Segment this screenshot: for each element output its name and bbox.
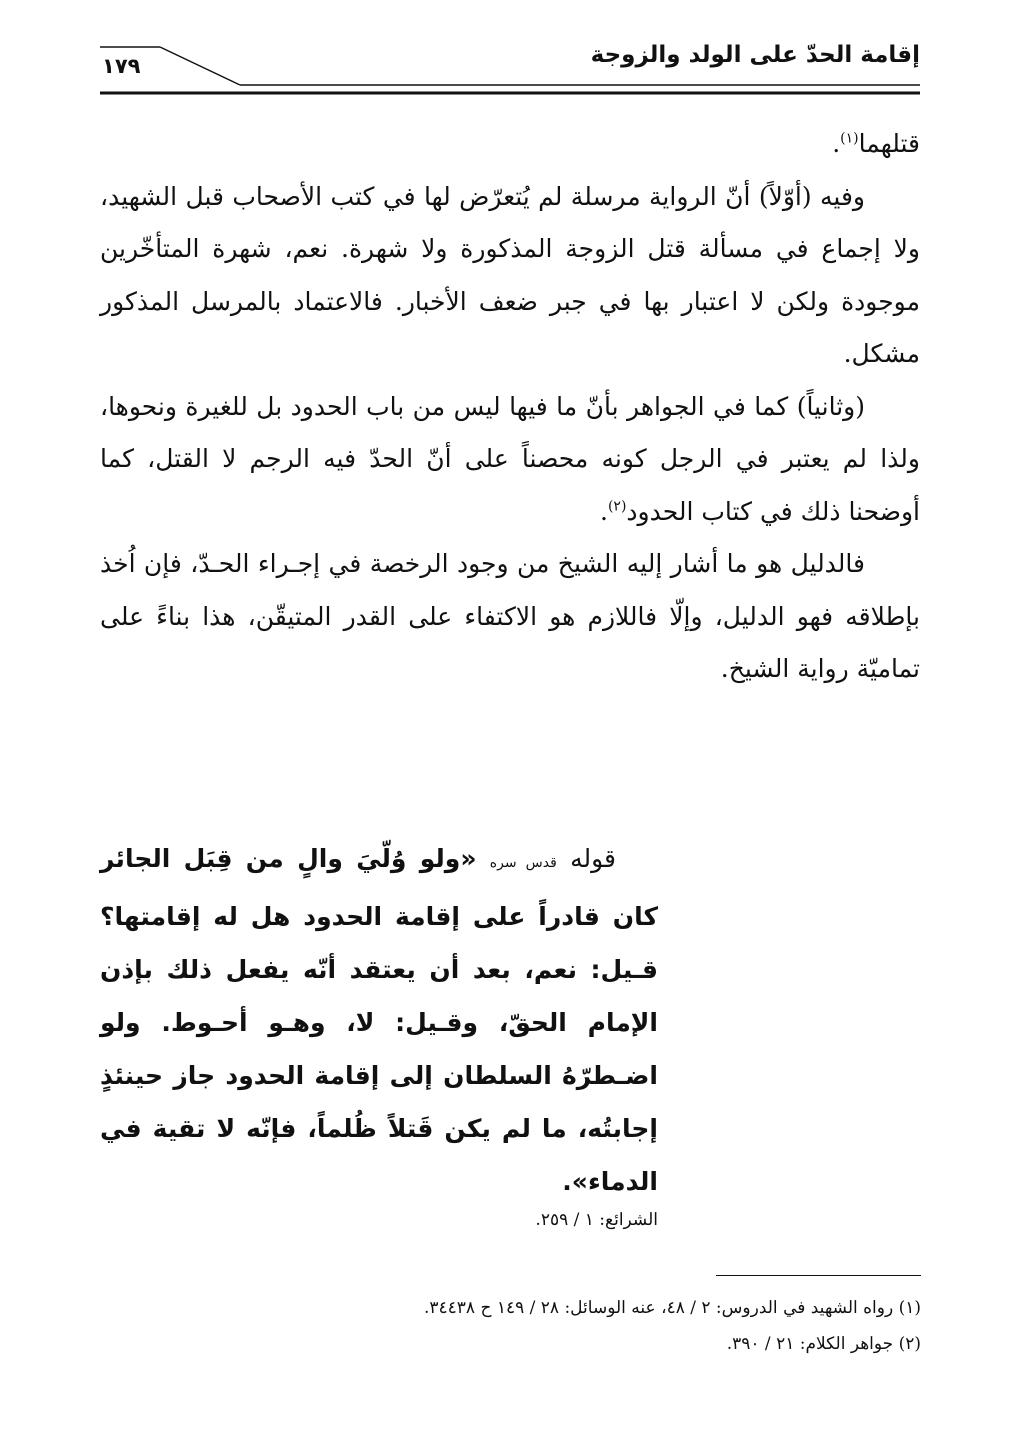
quoted-paragraph xyxy=(100,832,658,1208)
footnote-marker-2: (٢) xyxy=(607,498,627,515)
quote-intro: قوله xyxy=(570,844,616,873)
page-number: ١٧٩ xyxy=(102,54,141,78)
honorific-symbol: قدس سره xyxy=(489,855,557,871)
quoted-passage xyxy=(100,832,658,1208)
footnote-marker-1: (١) xyxy=(840,130,859,147)
running-title: إقامة الحدّ على الولد والزوجة xyxy=(590,42,920,68)
paragraph-1-text: قتلهما xyxy=(858,129,920,158)
paragraph-3-end: . xyxy=(600,496,608,526)
paragraph-1-end: . xyxy=(832,129,841,158)
paragraph-2: وفيه (أوّلاً) أنّ الرواية مرسلة لم يُتعرّض لها في كتب الأصحاب قبل الشهيد، ولا إجماع في مسألة قتل الزوجة المذكورة ولا شهرة. نعم، شهرة المتأخّرين موجودة ولكن لا اعتبار بها في جبر ضعف الأخبار. فالاعتماد بالمرسل المذكور مشكل. xyxy=(100,181,920,368)
page-header xyxy=(100,30,920,110)
quote-source: الشرائع: ١ / ٢٥٩. xyxy=(535,1210,658,1230)
paragraph-3-text: (وثانياً) كما في الجواهر بأنّ ما فيها ليس من باب الحدود بل للغيرة ونحوها، ولذا لم يعتبر في الرجل كونه محصناً على أنّ الحدّ فيه الرجم لا القتل، كما أوضحنا ذلك في كتاب الحدود xyxy=(100,391,920,526)
footnote-1: (١) رواه الشهيد في الدروس: ٢ / ٤٨، عنه الوسائل: ٢٨ / ١٤٩ ح ٣٤٤٣٨. xyxy=(423,1298,921,1318)
quote-text: «ولو وُلّيَ والٍ من قِبَل الجائر كان قادراً على إقامة الحدود هل له إقامتها؟ قـيل: نعم، بعد أن يعتقد أنّه يفعل ذلك بإذن الإمام الحقّ، وقـيل: لا، وهـو أحـوط. ولو اضـطرّهُ السلطان إلى إقامة الحدود جاز حينئذٍ إجابتُه، ما لم يكن قَتلاً ظُلماً، فإنّه لا تقية في الدماء». xyxy=(100,844,658,1196)
main-text xyxy=(100,118,920,696)
footnote-separator xyxy=(716,1275,921,1276)
footnote-2: (٢) جواهر الكلام: ٢١ / ٣٩٠. xyxy=(726,1334,921,1354)
paragraph-4: فالدليل هو ما أشار إليه الشيخ من وجود الرخصة في إجـراء الحـدّ، فإن اُخذ بإطلاقه فهو الدليل، وإلّا فاللازم هو الاكتفاء على القدر المتيقّن، هذا بناءً على تماميّة رواية الشيخ. xyxy=(100,549,920,683)
paragraph-3 xyxy=(100,381,920,539)
paragraph-1 xyxy=(100,118,920,171)
footnotes xyxy=(101,1290,921,1362)
